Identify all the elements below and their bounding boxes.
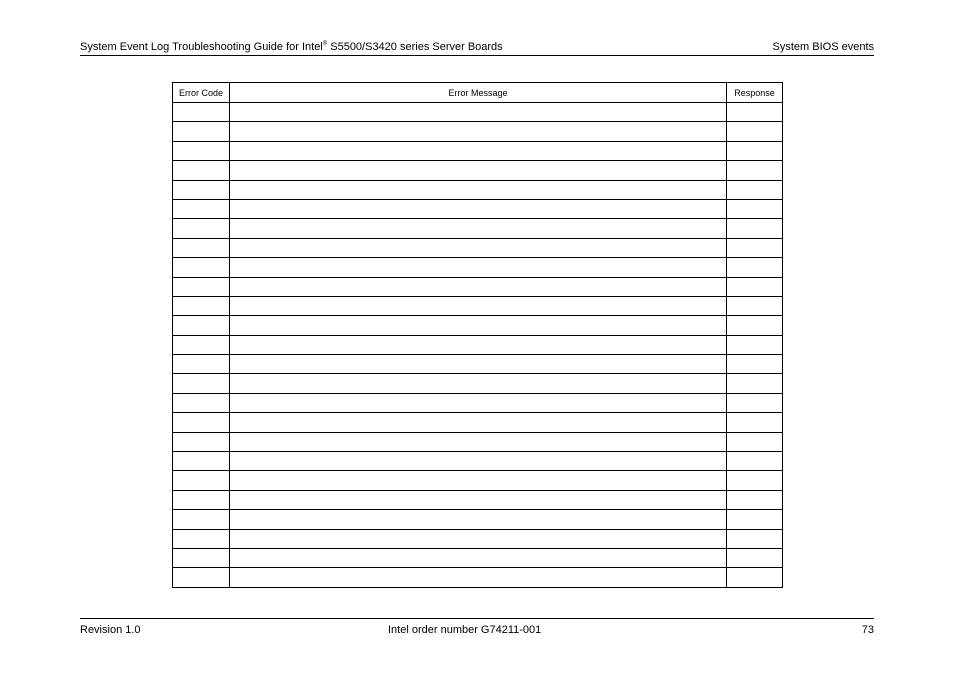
- table-row: [173, 374, 783, 393]
- error-message-cell: [230, 258, 727, 277]
- error-code-cell: [173, 510, 230, 529]
- response-cell: [727, 374, 783, 393]
- table-row: [173, 161, 783, 180]
- error-code-cell: [173, 355, 230, 374]
- error-code-cell: [173, 161, 230, 180]
- error-code-cell: [173, 374, 230, 393]
- error-code-cell: [173, 219, 230, 238]
- response-cell: [727, 413, 783, 432]
- error-code-cell: [173, 199, 230, 218]
- response-cell: [727, 355, 783, 374]
- error-code-cell: [173, 296, 230, 315]
- error-code-cell: [173, 141, 230, 160]
- table-row: [173, 452, 783, 471]
- response-cell: [727, 296, 783, 315]
- response-cell: [727, 199, 783, 218]
- error-code-cell: [173, 393, 230, 412]
- error-code-cell: [173, 277, 230, 296]
- table-row: [173, 548, 783, 567]
- table-row: [173, 432, 783, 451]
- response-cell: [727, 529, 783, 548]
- table-row: [173, 316, 783, 335]
- error-message-cell: [230, 199, 727, 218]
- response-cell: [727, 238, 783, 257]
- table-row: [173, 258, 783, 277]
- error-message-cell: [230, 161, 727, 180]
- table-body: [173, 103, 783, 588]
- table-row: [173, 277, 783, 296]
- page-header: [80, 40, 874, 56]
- error-message-cell: [230, 393, 727, 412]
- error-message-cell: [230, 103, 727, 122]
- error-message-cell: [230, 277, 727, 296]
- table-row: [173, 141, 783, 160]
- table-row: [173, 355, 783, 374]
- error-message-cell: [230, 548, 727, 567]
- error-code-cell: [173, 316, 230, 335]
- response-cell: [727, 452, 783, 471]
- column-header-error-code: Error Code: [173, 83, 230, 103]
- order-number: Intel order number G74211-001: [388, 624, 542, 636]
- error-message-cell: [230, 471, 727, 490]
- error-message-cell: [230, 122, 727, 141]
- document-title-suffix: S5500/S3420 series Server Boards: [327, 41, 503, 53]
- table-row: [173, 335, 783, 354]
- table-row: [173, 393, 783, 412]
- error-message-cell: [230, 180, 727, 199]
- response-cell: [727, 393, 783, 412]
- response-cell: [727, 510, 783, 529]
- response-cell: [727, 432, 783, 451]
- response-cell: [727, 161, 783, 180]
- table-row: [173, 219, 783, 238]
- response-cell: [727, 548, 783, 567]
- column-header-response: Response: [727, 83, 783, 103]
- response-cell: [727, 141, 783, 160]
- error-code-cell: [173, 548, 230, 567]
- response-cell: [727, 258, 783, 277]
- response-cell: [727, 490, 783, 509]
- error-code-cell: [173, 471, 230, 490]
- table-row: [173, 103, 783, 122]
- error-code-cell: [173, 238, 230, 257]
- error-code-cell: [173, 335, 230, 354]
- response-cell: [727, 471, 783, 490]
- error-message-cell: [230, 510, 727, 529]
- error-message-cell: [230, 335, 727, 354]
- error-code-cell: [173, 258, 230, 277]
- error-message-cell: [230, 529, 727, 548]
- error-message-cell: [230, 452, 727, 471]
- response-cell: [727, 219, 783, 238]
- error-code-cell: [173, 103, 230, 122]
- error-message-cell: [230, 568, 727, 587]
- column-header-error-message: Error Message: [230, 83, 727, 103]
- error-message-cell: [230, 432, 727, 451]
- response-cell: [727, 335, 783, 354]
- error-code-cell: [173, 452, 230, 471]
- table-row: [173, 238, 783, 257]
- error-message-cell: [230, 296, 727, 315]
- table-row: [173, 529, 783, 548]
- error-code-cell: [173, 490, 230, 509]
- table-row: [173, 122, 783, 141]
- error-message-cell: [230, 219, 727, 238]
- revision-label: Revision 1.0: [80, 624, 141, 636]
- table-header-row: [173, 83, 783, 103]
- section-title: System BIOS events: [772, 41, 874, 53]
- table-row: [173, 568, 783, 587]
- error-message-cell: [230, 355, 727, 374]
- error-code-cell: [173, 180, 230, 199]
- page-footer: [80, 618, 874, 639]
- response-cell: [727, 103, 783, 122]
- response-cell: [727, 568, 783, 587]
- document-title: [80, 40, 503, 54]
- error-message-cell: [230, 141, 727, 160]
- table-row: [173, 296, 783, 315]
- error-code-cell: [173, 432, 230, 451]
- table-row: [173, 490, 783, 509]
- table-row: [173, 180, 783, 199]
- registered-mark: ®: [322, 41, 328, 47]
- document-title-prefix: System Event Log Troubleshooting Guide for Intel: [80, 41, 323, 53]
- error-code-table: [172, 82, 783, 588]
- response-cell: [727, 316, 783, 335]
- error-message-cell: [230, 238, 727, 257]
- error-code-cell: [173, 122, 230, 141]
- table-row: [173, 199, 783, 218]
- error-code-cell: [173, 568, 230, 587]
- response-cell: [727, 277, 783, 296]
- table-row: [173, 510, 783, 529]
- table-row: [173, 413, 783, 432]
- error-code-cell: [173, 413, 230, 432]
- page-number: 73: [861, 624, 874, 636]
- response-cell: [727, 180, 783, 199]
- error-message-cell: [230, 413, 727, 432]
- error-message-cell: [230, 490, 727, 509]
- error-code-cell: [173, 529, 230, 548]
- error-message-cell: [230, 316, 727, 335]
- table-row: [173, 471, 783, 490]
- error-message-cell: [230, 374, 727, 393]
- response-cell: [727, 122, 783, 141]
